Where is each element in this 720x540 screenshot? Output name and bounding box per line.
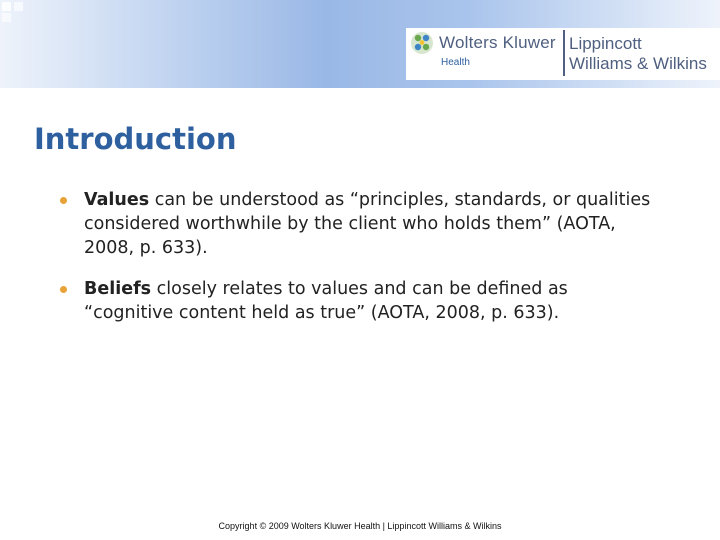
bullet-term: Values bbox=[84, 190, 150, 210]
logo-division-name: Health bbox=[441, 57, 470, 68]
logo-company-name: Wolters Kluwer bbox=[439, 33, 556, 52]
wolters-kluwer-globe-icon bbox=[410, 31, 434, 55]
footer bbox=[0, 521, 720, 531]
bullet-text: can be understood as “principles, standards, or qualities considered worthwhile by the client who holds them” (AOTA, 2008, p. 633). bbox=[84, 190, 651, 258]
bullet-item-values bbox=[60, 188, 660, 260]
header-band bbox=[0, 0, 720, 88]
publisher-logo bbox=[406, 28, 720, 80]
logo-divider bbox=[563, 30, 565, 76]
corner-decoration bbox=[0, 0, 40, 22]
bullet-term: Beliefs bbox=[84, 279, 152, 299]
bullet-marker-icon bbox=[60, 286, 67, 293]
slide-title: Introduction bbox=[34, 122, 237, 156]
bullet-item-beliefs bbox=[60, 277, 660, 325]
bullet-marker-icon bbox=[60, 197, 67, 204]
bullet-text: closely relates to values and can be defined as “cognitive content held as true” (AOTA, 2008, p. 633). bbox=[84, 279, 568, 323]
logo-brand-line1: Lippincott bbox=[569, 34, 642, 53]
bullet-list bbox=[60, 188, 660, 342]
logo-brand-line2: Williams & Wilkins bbox=[569, 54, 707, 73]
copyright-text: Copyright © 2009 Wolters Kluwer Health | Lippincott Williams & Wilkins bbox=[218, 521, 502, 531]
